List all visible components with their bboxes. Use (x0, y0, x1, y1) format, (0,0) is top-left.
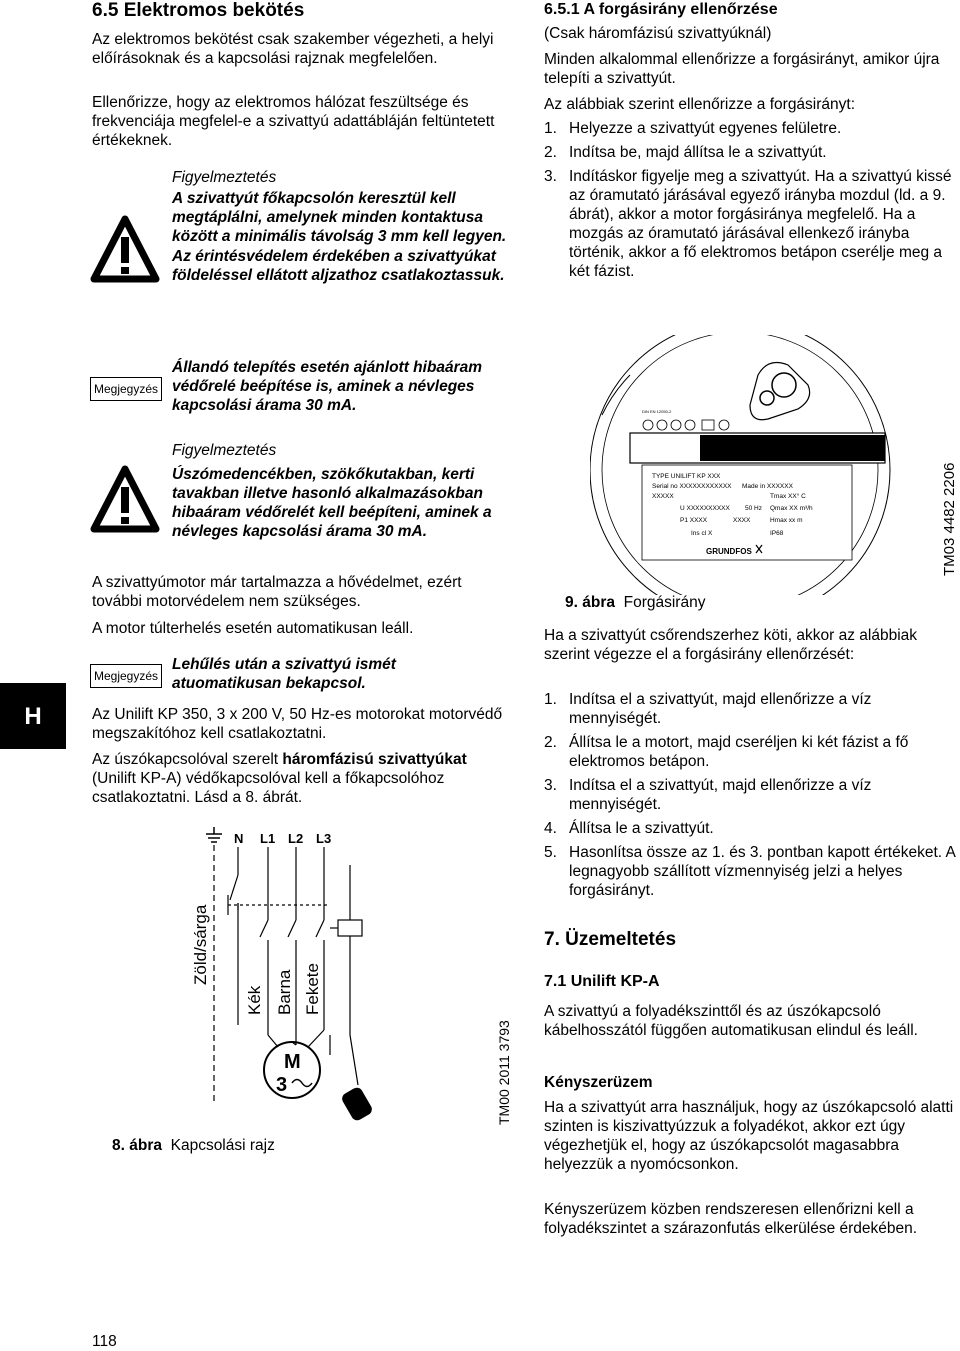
page-number: 118 (92, 1333, 117, 1350)
plate-model: XXXXX (652, 493, 674, 500)
figure-8-caption: 8. ábra Kapcsolási rajz (112, 1137, 275, 1154)
list-item: 3. Indításkor figyelje meg a szivattyút. Ha a szivattyú kissé az óramutató járásával egyező irányba mozdul (ld. a 9. ábrát), akkor a motor forgásiránya megfelelő. Ha a mozgás az óramutató járásával ellenkező irányba történik, akkor a fő elektromos betápon cserélje meg a két fázist. (544, 168, 952, 280)
list-item: 2. Állítsa le a motort, majd cseréljen ki két fázist a fő elektromos betápon. (544, 734, 909, 770)
paragraph-three-phase: Az úszókapcsolóval szerelt háromfázisú szivattyúkat (Unilift KP-A) védőkapcsolóval kell a főkapcsolóhoz csatlakoztatni. Lásd a 8. ábrát. (92, 751, 467, 806)
terminal-label-l2: L2 (288, 831, 304, 846)
warning-block-2 (172, 441, 517, 541)
paragraph-pipe-system: Ha a szivattyút csőrendszerhez köti, akkor az alábbiak szerint végezze el a forgásirány ellenőrzését: (544, 627, 918, 663)
intro-paragraph-1: Az elektromos bekötést csak szakember végezheti, a helyi előírásoknak és a kapcsolási rajznak megfelelően. (92, 31, 494, 67)
list-item: 1. Helyezze a szivattyút egyenes felületre. (544, 120, 842, 137)
subtitle-three-phase: (Csak háromfázisú szivattyúknál) (544, 25, 772, 42)
pump-top-view-figure (590, 335, 895, 595)
wire-label-kek: Kék (245, 985, 264, 1015)
plate-type: TYPE UNILIFT KP XXX (652, 473, 721, 480)
note-label-2: Megjegyzés (90, 664, 162, 688)
paragraph-dry-run: Kényszerüzem közben rendszeresen ellenőrizni kell a folyadékszintet a szárazonfutás elkerülése érdekében. (544, 1201, 918, 1237)
paragraph-steps-intro: Az alábbiak szerint ellenőrizze a forgásirányt: (544, 96, 856, 113)
warning-1-title: Figyelmeztetés (172, 169, 277, 186)
plate-made-in: Made in XXXXXX (742, 483, 793, 490)
list-item: 3. Indítsa el a szivattyút, majd ellenőrizze a víz mennyiségét. (544, 777, 872, 813)
plate-hmax: Hmax xx m (770, 517, 803, 524)
subheading-forced-mode: Kényszerüzem (544, 1074, 653, 1091)
wire-label-zold-sarga: Zöld/sárga (191, 904, 210, 985)
figure-9-caption: 9. ábra Forgásirány (565, 594, 706, 611)
section-title-7: 7. Üzemeltetés (544, 929, 677, 950)
steps-list-2 (544, 690, 959, 905)
paragraph-kp350: Az Unilift KP 350, 3 x 200 V, 50 Hz-es motorokat motorvédő megszakítóhoz kell csatlakoztatni. (92, 706, 503, 742)
intro-paragraph-2: Ellenőrizze, hogy az elektromos hálózat feszültsége és frekvenciája megfelel-e a szivattyú adattábláján feltüntetett értékeknek. (92, 94, 495, 149)
standard-small-text: DIN EN 12050-2 (642, 409, 672, 414)
warning-block-1 (172, 168, 517, 285)
plate-voltage: U XXXXXXXXXX (680, 505, 730, 512)
plate-serial: Serial no XXXXXXXXXXXX (652, 483, 732, 490)
brand-logo-text: GRUNDFOS (706, 547, 752, 556)
note-2-text: Lehűlés után a szivattyú ismét atuomatikusan bekapcsol. (172, 656, 396, 692)
certification-marks-icon (643, 420, 729, 430)
terminal-label-l3: L3 (316, 831, 332, 846)
terminal-label-l1: L1 (260, 831, 276, 846)
paragraph-overload: A motor túlterhelés esetén automatikusan leáll. (92, 620, 414, 637)
section-title-7-1: 7.1 Unilift KP-A (544, 973, 660, 990)
discharge-port-icon (750, 363, 810, 420)
list-item: 5. Hasonlítsa össze az 1. és 3. pontban kapott értékeket. A legnagyobb szállított vízmennyiség jelzi a helyes forgásirányt. (544, 844, 956, 899)
note-label-1: Megjegyzés (90, 377, 162, 401)
warning-triangle-icon (90, 215, 160, 283)
note-1-text: Állandó telepítés esetén ajánlott hibaáram védőrelé beépítése is, aminek a névleges kapcsolási árama 30 mA. (172, 359, 483, 414)
plate-power: P1 XXXX (680, 517, 708, 524)
warning-1-text-2: Az érintésvédelem érdekében a szivattyúkat földeléssel ellátott aljzathoz csatlakoztassuk. (172, 248, 505, 284)
paragraph-auto-start: A szivattyú a folyadékszinttől és az úszókapcsoló kábelhosszától függően automatikusan elindul és leáll. (544, 1003, 918, 1039)
plate-ip-rating: IP68 (770, 530, 784, 537)
section-title-6-5-1: 6.5.1 A forgásirány ellenőrzése (544, 1, 778, 18)
plate-tmax: Tmax XX° C (770, 493, 806, 500)
plate-qmax: Qmax XX m³/h (770, 505, 813, 512)
terminal-label-n: N (234, 831, 244, 846)
plate-insulation: Ins cl X (691, 530, 713, 537)
warning-1-text-1: A szivattyút főkapcsolón keresztül kell megtáplálni, amelynek minden kontaktusa között a minimális távolság 3 mm kell legyen. (172, 190, 507, 245)
steps-list-1 (544, 119, 959, 286)
earth-symbol-icon (206, 827, 222, 842)
plate-power-value: XXXX (733, 517, 751, 524)
section-title-6-5: 6.5 Elektromos bekötés (92, 0, 305, 21)
language-side-tab: H (0, 683, 66, 749)
motor-phase-label: 3 (276, 1074, 288, 1096)
wire-label-fekete: Fekete (303, 963, 322, 1015)
list-item: 4. Állítsa le a szivattyút. (544, 820, 714, 837)
warning-triangle-icon (90, 465, 160, 533)
paragraph-motor-protection: A szivattyúmotor már tartalmazza a hővédelmet, ezért további motorvédelem nem szükséges. (92, 574, 462, 610)
warning-2-text: Úszómedencékben, szökőkutakban, kerti tavakban illetve hasonló alkalmazásokban hibaáram védőrelét kell beépíteni, aminek a névleges kapcsolási árama 30 mA. (172, 466, 492, 540)
wiring-diagram (180, 825, 400, 1135)
paragraph-rotation-check: Minden alkalommal ellenőrizze a forgásirányt, amikor újra telepíti a szivattyút. (544, 51, 940, 87)
figure-9-code: TM03 4482 2206 (941, 462, 958, 576)
ac-tilde-icon (292, 1080, 312, 1087)
list-item: 1. Indítsa el a szivattyút, majd ellenőrizze a víz mennyiségét. (544, 691, 872, 727)
paragraph-forced-mode: Ha a szivattyút arra használjuk, hogy az úszókapcsoló alatti szinten is kiszivattyúzzuk a folyadékot, akkor ezt úgy végezhetjük el, hogy az úszókapcsolót magasabbra helyezzük a nyomócsonkon. (544, 1099, 954, 1173)
list-item: 2. Indítsa be, majd állítsa le a szivattyút. (544, 144, 827, 161)
motor-label: M (284, 1051, 301, 1073)
figure-8-code: TM00 2011 3793 (496, 1020, 512, 1125)
wire-label-barna: Barna (275, 969, 294, 1015)
warning-2-title: Figyelmeztetés (172, 442, 277, 459)
plate-frequency: 50 Hz (745, 505, 762, 512)
